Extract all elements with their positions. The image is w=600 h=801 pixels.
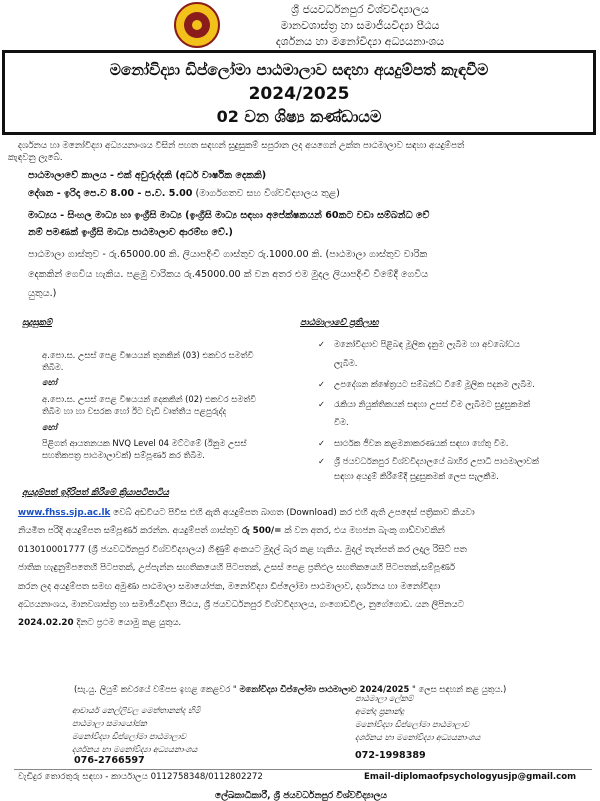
signature-right: පාඨමාලා ලේකම් අමන්දා ප්‍රනාන්දු මනෝවිද්‍යා ඩිප්ලෝමා පාඨමාලාව දර්ශනය හා මනෝවිද්‍යා අධ්‍යයනාංශය [355, 693, 481, 742]
medium-line-1: මාධ්‍යය - සිංහල මාධ්‍ය හා ඉංග්‍රීසි මාධ්‍ය (ඉංග්‍රීසි මාධ්‍ය සඳහා අපේක්ෂකයන් 60කට වඩා සම්බන්ධ වේ [28, 210, 430, 221]
fee-line-2: දෙකකින් ගෙවිය හැකිය. පළමු වාරිකය රු.45000.00 ක් වන අතර එම මුදල ලියාපදිංචි වීමේදී ගෙවිය [28, 269, 429, 280]
or-separator-2: හෝ [42, 422, 58, 432]
phone-left: 076-2766597 [74, 755, 145, 766]
check-icon: ✓ [318, 379, 326, 389]
requirement-3: පිළිගත් ආයතනයක NVQ Level 04 මට්ටමේ (ඊනුම උසස් සහතිකපත්‍ර පාඨමාලාවක්) සම්පූර්ණ කර තිබීම. [42, 438, 247, 460]
bottom-cutoff-text: ලේඛකාධිකාරී, ශ්‍රී ජයවර්ධනපුර විශ්වවිද්‍යාලය [215, 791, 387, 801]
fee-line-3: යුතුය.) [28, 288, 57, 299]
title-batch: 02 වන ශිෂ්‍ය කණ්ඩායම [216, 107, 382, 126]
department-name: දර්ශනය හා මනෝවිද්‍යා අධ්‍යයනාංශය [275, 35, 445, 48]
check-icon: ✓ [318, 438, 326, 448]
benefits-title: පාඨමාලාවේ ප්‍රතිලාභ [300, 318, 379, 328]
requirements-title: සුදුසුකම් [22, 318, 53, 328]
phone-right: 072-1998389 [355, 750, 426, 761]
check-icon: ✓ [318, 456, 326, 466]
check-icon: ✓ [318, 339, 326, 349]
medium-line-2: නම් පමණක් ඉංග්‍රීසි මාධ්‍ය පාඨමාලාව ආරම්භ වේ.) [28, 227, 233, 238]
university-name: ශ්‍රී ජයවර්ධනපුර විශ්වවිද්‍යාලය [291, 3, 429, 16]
intro-text: දර්ශනය හා මනෝවිද්‍යා අධ්‍යයනාංශය විසින් පහත සඳහන් සුදුසුකම් සපුරාන ලද අයගෙන් උක්ත පාඨමාලාව සඳහා අයදුම්පත් කැඳවනු ලැබේ. [8, 141, 465, 163]
requirement-2: අ.පො.ස. උසස් පෙළ විෂයයන් දෙකකින් (02) එකවර සමත්වී තිබීම හා හා වසරක හෝ ඊට වැඩි වෘත්තීය පළපුරුද්ද [42, 394, 257, 416]
title-line-1: මනෝවිද්‍යා ඩිප්ලෝමා පාඨමාලාව සඳහා අයදුම්පත් කැඳවීම [109, 61, 489, 79]
procedure-title: අයදුම්පත් ඉදිරිපත් කිරීමේ ක්‍රියාපටිපාටිය [22, 488, 170, 498]
faculty-name: මානවශාස්ත්‍ර හා සමාජීයවිද්‍යා පීඨය [280, 19, 440, 32]
title-year: 2024/2025 [248, 84, 350, 104]
envelope-note: (සැ.යු. ලියුම් කවරයේ වම්පස ඉහළ කෙළවර " මනෝවිද්‍යා ඩිප්ලෝමා පාඨමාලාව 2024/2025 " ලෙස සඳහන් කළ යුතුය.) [74, 684, 507, 694]
title-box [2, 50, 596, 135]
office-contact: වැඩිදුර තොරතුරු සඳහා - කාර්යාලය 0112758348/0112802272 [18, 772, 263, 782]
website-link[interactable]: www.fhss.sjp.ac.lk [18, 508, 111, 518]
requirement-1: අ.පො.ස. උසස් පෙළ විෂයයන් තුනකින් (03) එකවර සමත්වී තිබීම. [42, 350, 254, 372]
lecture-schedule: දේශන - ඉරිදා පෙ.ව 8.00 - ප.ව. 5.00 (මාර්ගගතව සහ විශ්වවිද්‍යාලය තුළ) [28, 188, 340, 199]
course-duration: පාඨමාලාවේ කාලය - එක් අවුරුද්දකි (අර්ධ වාර්ෂික දෙකකි) [28, 170, 267, 181]
signature-left: ආචාර්ය නෙල්ලිවල මෙත්තානන්ද හිමි පාඨමාලා සමායෝජක මනෝවිද්‍යා ඩිප්ලෝමා පාඨමාලාව දර්ශනය හා මනෝවිද්‍යා අධ්‍යයනාංශය [72, 705, 201, 754]
fee-line-1: පාඨමාලා ගාස්තුව - රු.65000.00 කි. ලියාපදිංචි ගාස්තුව රු.1000.00 කි. (පාඨමාලා ගාස්තුව වාරික [28, 249, 428, 260]
footer-divider [14, 769, 592, 770]
university-logo [174, 2, 220, 48]
procedure-text: www.fhss.sjp.ac.lk වෙබ් අඩවියට පිවිස එහි ඇති අයදුම්පත බාගත (Download) කර එහි ඇති උපදෙස් පත්‍රිකාව කියවා නියමිත පරිදි අයදුම්පත සම්පූර්ණ කරන්න. අයදුම්පත් ගාස්තුව රු 500/= ක් වන අතර, එය මහජන බැංකු ගාඩ්වාවකින් 013010001777 (ශ්‍රී ජයවර්ධනපුර විශ්වවිද්‍යාලය) ගිණුම් අංකයට මුදල් බැර කළ හැකිය. මුදල් තැන්පත් කර ලදාල රිසිට් පත ජාතික හැඳුනුම්පතෙහි පිටපතක්, උප්පැන්න සහතිකයෙහි පිටපතක්, උසස් පෙළ ප්‍රතිඵල සහතිකයෙහි පිටපතක්,සම්පූර්ණ කරන ලද අයදුම්පත සමඟ අමුණා පාඨමාලා සමායෝජක, මනෝවිද්‍යා ඩිප්ලෝමා පාඨමාලාව, දර්ශනය හා මනෝවිද්‍යා අධ්‍යයනාංශය, මානවශාස්ත්‍ර හා සමාජීයවිද්‍යා පීඨය, ශ්‍රී ජයවර්ධනපුර විශ්වවිද්‍යාලය, ගංගොඩවිල, නුගේගොඩ. යන ලිපිනයට 2024.02.20 දිනට ප්‍රථම යොමු කළ යුතුය. [18, 508, 475, 629]
email-address[interactable]: Email-diplomaofpsychologyusjp@gmail.com [364, 772, 577, 782]
check-icon: ✓ [318, 399, 326, 409]
or-separator-1: හෝ [42, 377, 58, 387]
